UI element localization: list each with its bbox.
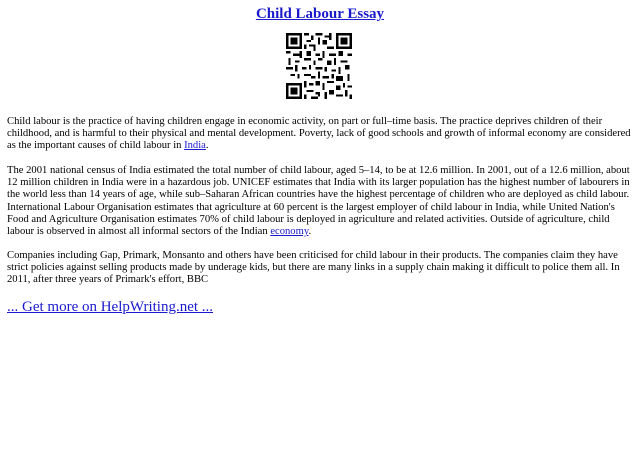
- india-link[interactable]: India: [184, 140, 206, 152]
- get-more-link[interactable]: ... Get more on HelpWriting.net ...: [7, 299, 214, 315]
- paragraph-1-text: Child labour is the practice of having children engage in economic activity, on part or full–time basis. The practice deprives children of their childhood, and is harmful to their physical and mental development. Poverty, lack of good schools and growth of informal economy are considered as the important causes of child labour in: [7, 116, 631, 152]
- paragraph-2-text: The 2001 national census of India estimated the total number of child labour, aged 5–14, to be at 12.6 million. In 2001, out of a 12.6 million, about 12 million children in India were in a hazardous job. UNICEF estimates that India with its larger population has the highest number of labourers in the world less than 14 years of age, while sub–Saharan African countries have the highest percentage of children who are deployed as child labour. International Labour Organisation estimates that agriculture at 60 percent is the largest employer of child labour in India, while United Nation's Food and Agriculture Organisation estimates 70% of child labour is deployed in agriculture and related activities. Outside of agriculture, child labour is observed in almost all informal sectors of the Indian: [7, 165, 630, 238]
- page-title-container: [0, 5, 640, 23]
- paragraph-3-text: Companies including Gap, Primark, Monsanto and others have been criticised for child labour in their products. The companies claim they have strict policies against selling products made by underage kids, but there are many links in a supply chain making it difficult to police them all. In 2011, after three years of Primark's effort, BBC: [7, 250, 620, 286]
- paragraph-companies: [7, 250, 635, 287]
- page-title-link[interactable]: Child Labour Essay: [255, 6, 385, 22]
- paragraph-2-end: .: [308, 226, 312, 238]
- paragraph-census: [7, 165, 635, 238]
- economy-link[interactable]: economy: [270, 226, 309, 238]
- paragraph-introduction: [7, 116, 635, 153]
- paragraph-1-end: .: [205, 140, 209, 152]
- get-more-container: [7, 298, 213, 316]
- qr-code-icon: [286, 33, 352, 99]
